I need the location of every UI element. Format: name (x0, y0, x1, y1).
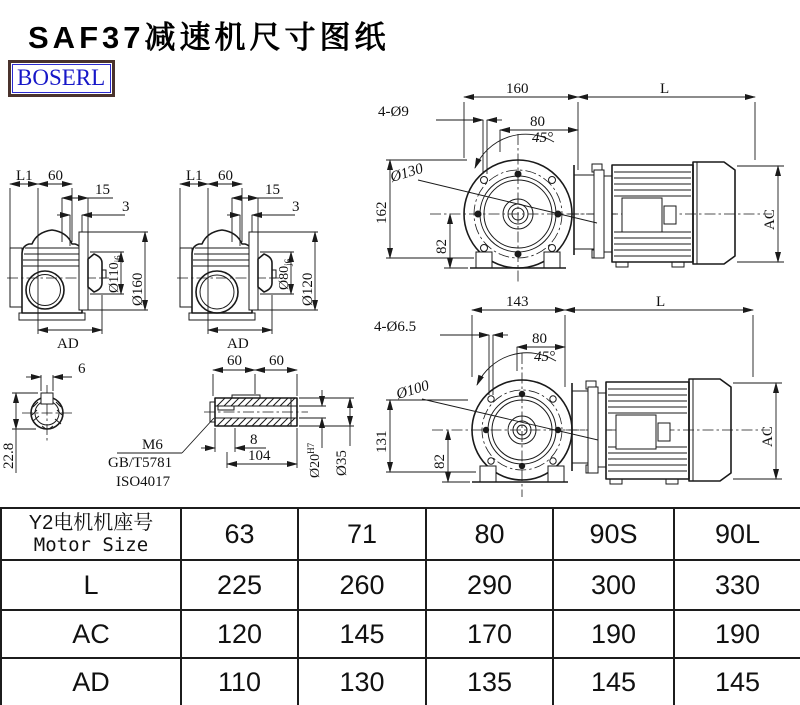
thread-label: M6 (142, 437, 163, 453)
table-cell: 300 (553, 560, 674, 610)
size-col-90s: 90S (553, 508, 674, 560)
size-col-71: 71 (298, 508, 426, 560)
row-label-AD: AD (1, 658, 181, 705)
table-cell: 135 (426, 658, 553, 705)
page-title: SAF37减速机尺寸图纸 (28, 20, 390, 55)
table-row-AD (1, 658, 800, 705)
shaft-outline (204, 395, 308, 426)
table-cell: 170 (426, 610, 553, 658)
table-cell: 145 (298, 610, 426, 658)
boserl-logo (8, 60, 115, 97)
dim-holes: 4-Ø9 (378, 104, 409, 120)
header-en: Motor Size (33, 533, 149, 556)
dim-ac: AC (762, 209, 778, 230)
motor-body (568, 162, 772, 267)
dim-8: 8 (250, 432, 258, 448)
dim-flange-dia: Ø120 (300, 272, 316, 306)
dim-82: 82 (434, 239, 450, 254)
dim-15: 15 (265, 182, 280, 198)
dim-45deg: 45° (534, 349, 555, 365)
dimension-lines (117, 370, 354, 468)
dim-l: L (656, 294, 666, 310)
table-row-AC (1, 610, 800, 658)
dim-ad: AD (227, 336, 249, 352)
dim-bolt-circle: Ø100 (394, 377, 432, 403)
dim-80: 80 (530, 114, 545, 130)
flange-face (430, 134, 616, 282)
table-cell: 260 (298, 560, 426, 610)
dim-60: 60 (48, 168, 63, 184)
table-cell: 130 (298, 658, 426, 705)
dim-60: 60 (218, 168, 233, 184)
table-cell: 145 (674, 658, 800, 705)
dim-143: 143 (506, 294, 529, 310)
motor-size-table (0, 507, 800, 705)
dim-22-8: 22.8 (1, 442, 17, 469)
size-col-63: 63 (181, 508, 298, 560)
dim-l: L (660, 81, 670, 97)
dim-bolt-circle: Ø130 (388, 160, 426, 186)
size-col-90l: 90L (674, 508, 800, 560)
header-zh: Y2电机机座号 (28, 511, 154, 534)
dim-45deg: 45° (532, 130, 553, 146)
shaft-section-view (80, 350, 380, 505)
dim-bore: $Ø20^{H7}$ (306, 442, 323, 478)
side-view-b (170, 162, 335, 354)
table-row-L (1, 560, 800, 610)
front-view-a (372, 82, 800, 292)
table-cell: 190 (553, 610, 674, 658)
dim-shaft-dia: $Ø80_{j6}$ (277, 258, 293, 290)
flange-face (432, 353, 612, 497)
dim-160: 160 (506, 81, 529, 97)
size-col-80: 80 (426, 508, 553, 560)
dim-60a: 60 (227, 353, 242, 369)
front-view-b (372, 295, 800, 507)
dim-60b: 60 (269, 353, 284, 369)
table-cell: 225 (181, 560, 298, 610)
dim-82: 82 (432, 454, 448, 469)
dim-ad: AD (57, 336, 79, 352)
standard-label-iso: ISO4017 (116, 474, 171, 490)
dim-3: 3 (292, 199, 300, 215)
dim-flange-dia: Ø160 (130, 272, 146, 306)
dim-l1: L1 (16, 168, 33, 184)
dim-ac: AC (760, 426, 776, 447)
housing-outline (7, 230, 109, 320)
table-cell: 190 (674, 610, 800, 658)
dim-3: 3 (122, 199, 130, 215)
side-view-a (5, 162, 160, 354)
table-cell: 110 (181, 658, 298, 705)
dim-162: 162 (374, 201, 390, 224)
motor-body (566, 379, 770, 484)
table-row-header (1, 508, 800, 560)
dim-l1: L1 (186, 168, 203, 184)
dim-shaft-dia: $Ø110_{j6}$ (107, 255, 123, 293)
header-motor-size (1, 508, 181, 560)
table-cell: 330 (674, 560, 800, 610)
boserl-logo-text: BOSERL (12, 64, 111, 93)
dim-80: 80 (532, 331, 547, 347)
dim-6: 6 (78, 361, 86, 377)
table-cell: 120 (181, 610, 298, 658)
row-label-L: L (1, 560, 181, 610)
row-label-AC: AC (1, 610, 181, 658)
housing-outline (177, 230, 279, 320)
table-cell: 145 (553, 658, 674, 705)
table-cell: 290 (426, 560, 553, 610)
dim-131: 131 (374, 430, 390, 453)
dim-holes: 4-Ø6.5 (374, 319, 417, 335)
dim-35: Ø35 (334, 450, 350, 476)
standard-label-gb: GB/T5781 (108, 455, 173, 471)
dim-104: 104 (248, 448, 271, 464)
dim-15: 15 (95, 182, 110, 198)
